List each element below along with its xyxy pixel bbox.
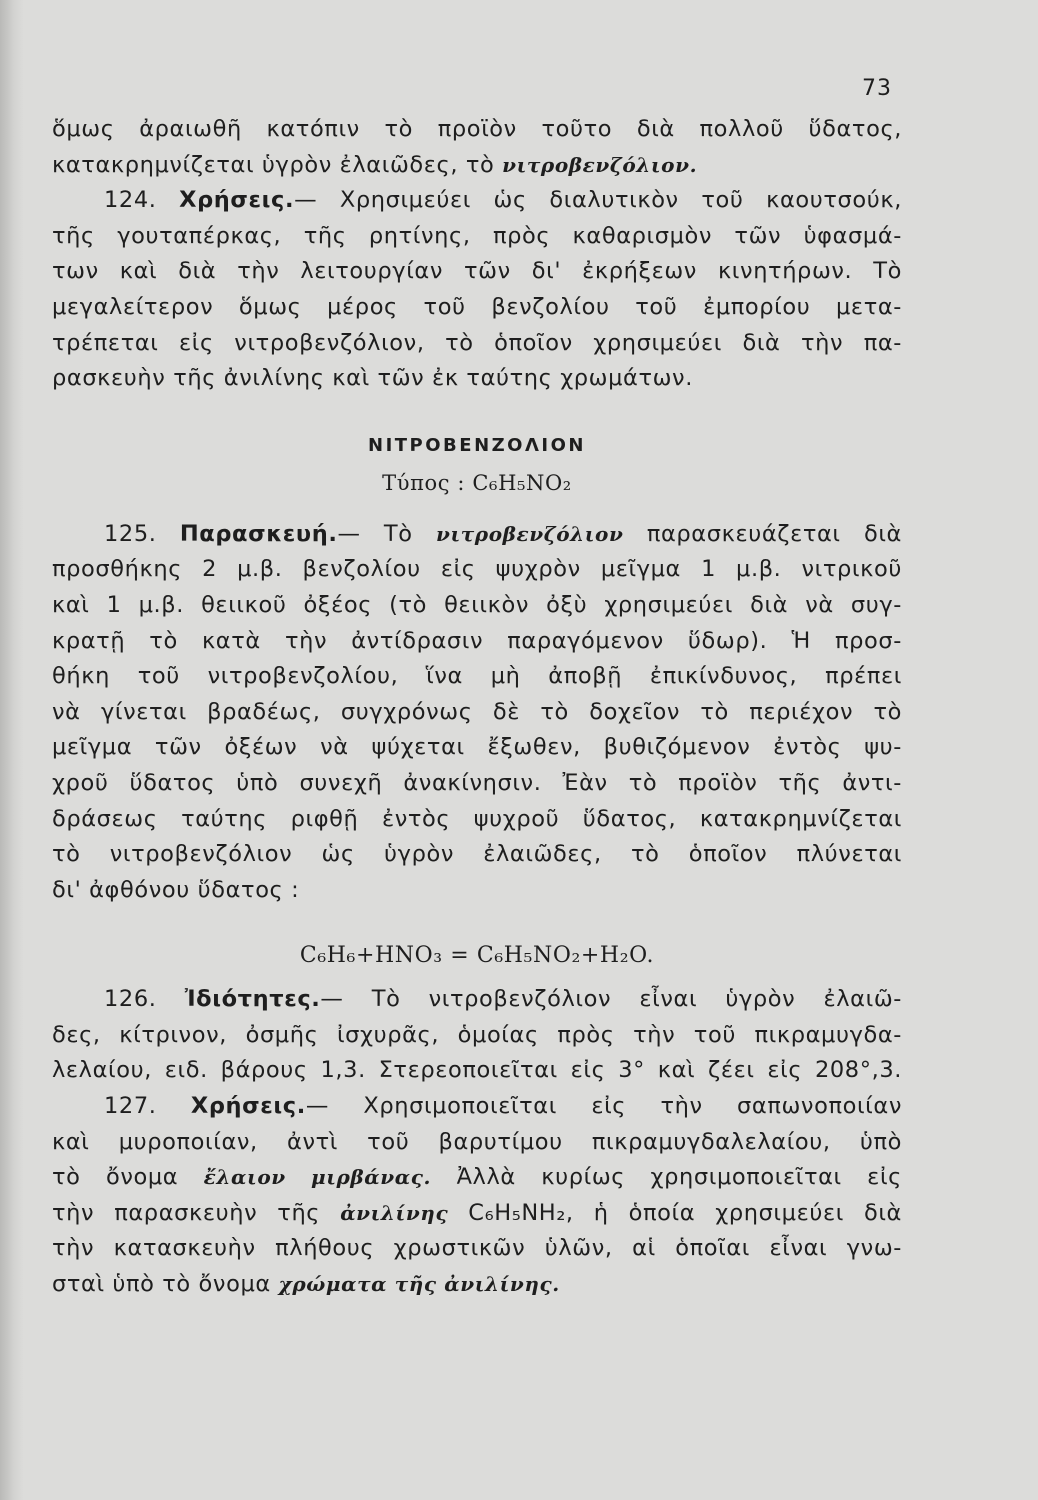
type-formula: Τύπος : C₆H₅NO₂ [382,470,572,495]
text-span: — Τὸ νιτροβενζόλιον εἶναι ὑγρὸν ἐλαιῶ- [320,986,902,1013]
text-line: τὴν κατασκευὴν πλήθους χρωστικῶν ὑλῶν, αἱ ὁποῖαι εἶναι γνω- [52,1235,902,1262]
text-line: νὰ γίνεται βραδέως, συγχρόνως δὲ τὸ δοχεῖον τὸ περιέχον τὸ [52,698,902,725]
text-line: μεγαλείτερον ὅμως μέρος τοῦ βενζολίου τοῦ ἐμπορίου μετα- [52,293,902,320]
text-line: θήκη τοῦ νιτροβενζολίου, ἵνα μὴ ἀποβῇ ἐπικίνδυνος, πρέπει [52,663,902,690]
text-line: μεῖγμα τῶν ὀξέων νὰ ψύχεται ἔξωθεν, βυθιζόμενον ἐντὸς ψυ- [52,734,902,761]
italic-term: ἀνιλίνης [340,1200,449,1225]
italic-term: νιτροβενζόλιον [436,521,624,546]
text-span: C₆H₅NH₂, ἡ ὁποία χρησιμεύει διὰ [468,1199,902,1226]
text-span: Ἀλλὰ κυρίως χρησιμοποιεῖται εἰς [456,1164,902,1191]
paragraph-127-first-line [52,1089,902,1125]
text-line [52,1267,902,1303]
text-line: δες, κίτρινον, ὀσμῆς ἰσχυρᾶς, ὁμοίας πρὸς τὴν τοῦ πικραμυγδα- [52,1021,902,1048]
italic-term: ἔλαιον μιρβάνας. [203,1165,432,1190]
text-span: κατακρημνίζεται ὑγρὸν ἐλαιῶδες, τὸ [52,151,495,178]
text-span: — Χρησιμοποιεῖται εἰς τὴν σαπωνοποιίαν [305,1093,902,1120]
text-line: των καὶ διὰ τὴν λειτουργίαν τῶν δι' ἐκρήξεων κινητήρων. Τὸ [52,258,902,285]
page-body [52,112,902,1303]
text-span: — Τὸ [337,520,413,547]
text-line: λελαίου, ειδ. βάρους 1,3. Στερεοποιεῖται εἰς 3° καὶ ζέει εἰς 208°,3. [52,1057,902,1084]
text-span: τὴν παρασκευὴν τῆς [52,1199,321,1226]
text-line: καὶ 1 μ.β. θειικοῦ ὀξέος (τὸ θειικὸν ὀξὺ χρησιμεύει διὰ νὰ συγ- [52,591,902,618]
italic-term: νιτροβενζόλιον. [502,152,698,177]
text-line [52,1196,902,1232]
text-line: ρασκευὴν τῆς ἀνιλίνης καὶ τῶν ἐκ ταύτης χρωμάτων. [52,365,693,392]
page-gutter [0,0,24,1500]
text-line: ὅμως ἀραιωθῆ κατόπιν τὸ προϊὸν τοῦτο διὰ πολλοῦ ὕδατος, [52,116,902,142]
text-line: τρέπεται εἰς νιτροβενζόλιον, τὸ ὁποῖον χρησιμεύει διὰ τὴν πα- [52,329,902,356]
section-number: 125. [104,520,157,547]
text-span: σταὶ ὑπὸ τὸ ὄνομα [52,1271,271,1298]
section-heading: Χρήσεις. [190,1093,306,1120]
text-line [52,148,902,184]
text-line: καὶ μυροποιίαν, ἀντὶ τοῦ βαρυτίμου πικραμυγδαλελαίου, ὑπὸ [52,1128,902,1155]
text-span: παρασκευάζεται διὰ [646,520,902,547]
section-number: 127. [104,1093,157,1120]
text-span: — Χρησιμεύει ὡς διαλυτικὸν τοῦ καουτσούκ, [294,187,902,214]
italic-term: χρώματα τῆς ἀνιλίνης. [278,1272,560,1297]
text-line: τὸ νιτροβενζόλιον ὡς ὑγρὸν ἐλαιῶδες, τὸ ὁποῖον πλύνεται [52,841,902,868]
paragraph-124-first-line [52,183,902,219]
text-line: δι' ἀφθόνου ὕδατος : [52,876,300,903]
paragraph-126-first-line [52,982,902,1018]
text-line [52,1160,902,1196]
text-line: δράσεως ταύτης ριφθῇ ἐντὸς ψυχροῦ ὕδατος, κατακρημνίζεται [52,805,902,832]
text-line: κρατῇ τὸ κατὰ τὴν ἀντίδρασιν παραγόμενον ὕδωρ). Ἡ προσ- [52,627,902,654]
section-heading: Ἰδιότητες. [184,986,321,1013]
text-line: τῆς γουταπέρκας, τῆς ρητίνης, πρὸς καθαρισμὸν τῶν ὑφασμά- [52,222,902,249]
page-number: 73 [862,76,892,101]
section-number: 126. [104,986,157,1013]
section-heading: Παρασκευή. [179,520,338,547]
paragraph-125-first-line [52,517,902,553]
section-heading: Χρήσεις. [179,187,295,214]
text-line: προσθήκης 2 μ.β. βενζολίου εἰς ψυχρὸν μεῖγμα 1 μ.β. νιτρικοῦ [52,556,902,583]
chemical-equation: C₆H₆+HNO₃ = C₆H₅NO₂+H₂O. [299,943,655,969]
text-span: τὸ ὄνομα [52,1164,179,1191]
text-line: χροῦ ὕδατος ὑπὸ συνεχῆ ἀνακίνησιν. Ἐὰν τὸ προϊὸν τῆς ἀντι- [52,769,902,796]
section-title: ΝΙΤΡΟΒΕΝΖΟΛΙΟΝ [368,434,586,456]
section-number: 124. [104,187,157,214]
